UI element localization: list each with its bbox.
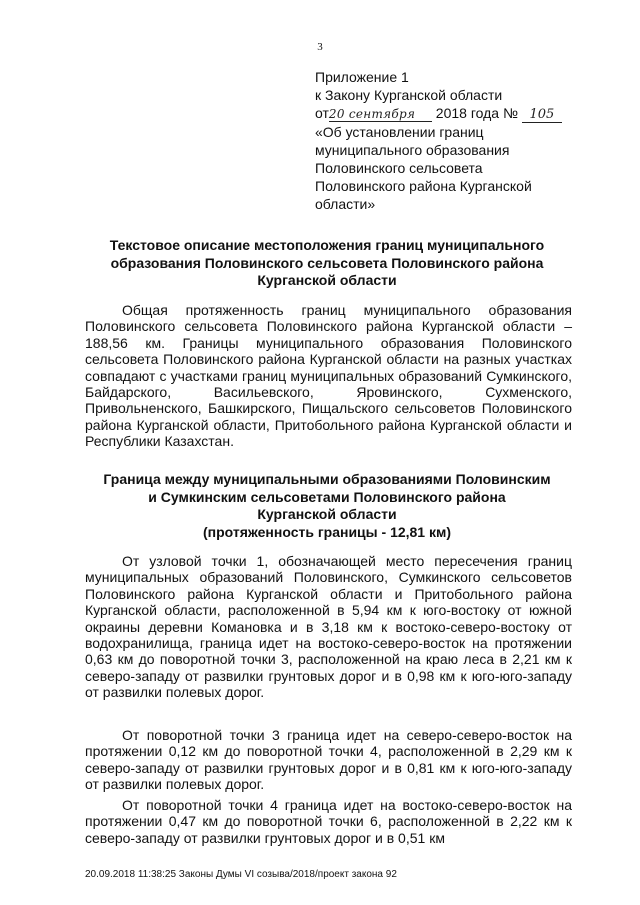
appendix-line-2: к Закону Курганской области: [315, 87, 503, 103]
appendix-line-8: области»: [315, 196, 376, 212]
appendix-line-6: Половинского сельсовета: [315, 160, 483, 176]
handwritten-date: 20 сентября: [329, 107, 432, 122]
paragraph-total-length: Общая протяженность границ муниципального образования Половинского сельсовета Половинского района Курганской области – 188,56 км. Границы муниципального образования Половинского сельсовета Половинского района Курганской области на разных участках совпадают с участками границ муниципальных образований Сумкинского, Байдарского, Васильевского, Яровинского, Сухменского, Привольненского, Башкирского, Пищальского сельсоветов Половинского района Курганской области, Притобольного района Курганской области и Республики Казахстан.: [85, 302, 572, 450]
appendix-line-1: Приложение 1: [315, 69, 409, 85]
year-text: 2018 года №: [435, 105, 518, 121]
appendix-line-5: муниципального образования: [315, 142, 510, 158]
paragraph-point-1: От узловой точки 1, обозначающей место пересечения границ муниципальных образований Половинского, Сумкинского сельсоветов Половинского района Курганской области и Притобольного района Курганской области, расположенной в 5,94 км к юго-востоку от южной окраины деревни Комановка и в 3,18 км к востоко-северо-востоку от водохранилища, граница идет на востоко-северо-восток на протяжении 0,63 км до поворотной точки 3, расположенной на краю леса в 2,21 км к северо-западу от развилки грунтовых дорог и в 0,98 км к юго-юго-западу от развилки полевых дорог.: [85, 553, 572, 701]
document-title: Текстовое описание местоположения границ муниципального образования Половинского сельсовета Половинского района Курганской области: [109, 237, 545, 288]
paragraph-point-4: От поворотной точки 4 граница идет на востоко-северо-восток на протяжении 0,47 км до поворотной точки 6, расположенной в 2,22 км к северо-западу от развилки грунтовых дорог и в 0,51 км: [85, 797, 572, 846]
appendix-line-7: Половинского района Курганской: [315, 178, 532, 194]
section-heading-line-2: и Сумкинским сельсоветами Половинского района: [148, 488, 506, 505]
section-heading-line-1: Граница между муниципальными образованиями Половинским: [103, 471, 551, 487]
date-prefix: от: [315, 105, 329, 121]
footer-stamp: 20.09.2018 11:38:25 Законы Думы VI созыва/2018/проект закона 92: [85, 869, 397, 880]
appendix-block: [315, 68, 615, 213]
appendix-line-4: «Об установлении границ: [315, 124, 484, 140]
section-heading: [85, 471, 569, 541]
handwritten-law-number: 105: [522, 108, 562, 123]
appendix-date-line: [315, 104, 615, 123]
section-heading-length: (протяженность границы - 12,81 км): [202, 523, 452, 540]
paragraph-point-3: От поворотной точки 3 граница идет на северо-северо-восток на протяжении 0,12 км до поворотной точки 4, расположенной в 2,29 км к северо-западу от развилки грунтовых дорог и в 0,81 км к юго-юго-западу от развилки полевых дорог.: [85, 727, 572, 793]
page-number: 3: [317, 41, 323, 53]
section-heading-line-3: Курганской области: [257, 506, 397, 522]
